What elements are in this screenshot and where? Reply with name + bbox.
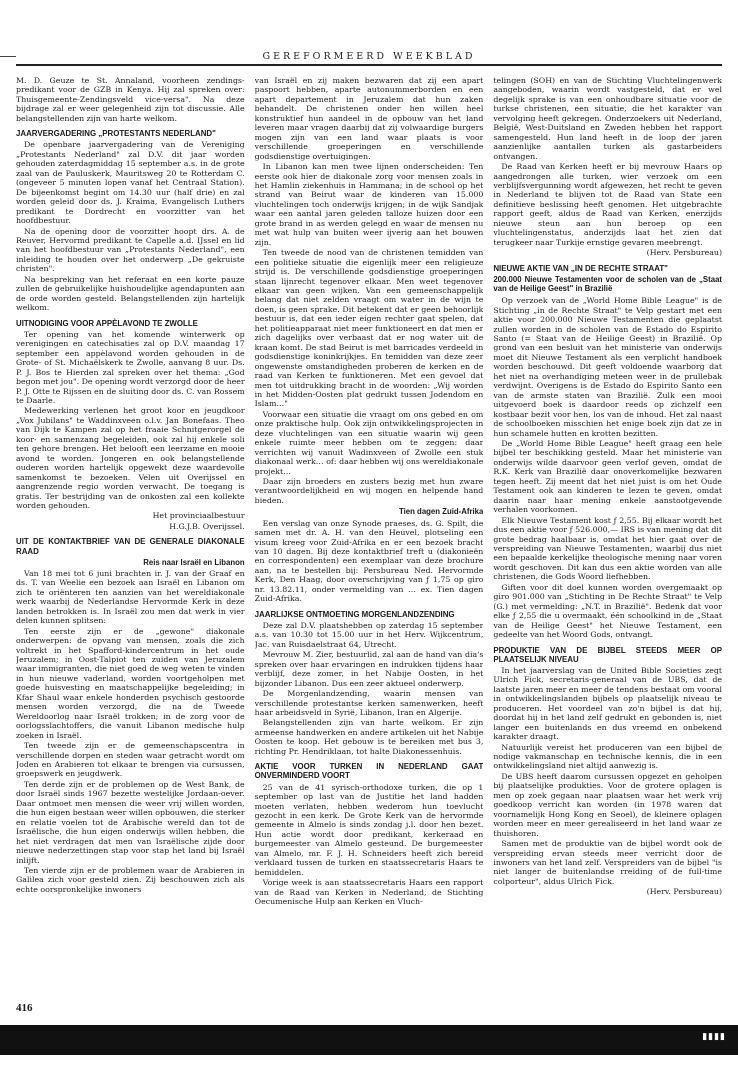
paragraph: In Libanon kan men twee lijnen onderscheiden: Ten eerste ook hier de diakonale zorg voor mensen zoals in het Hamlin ziekenhuis in Hammana; in de school op het strand van Beirut waar de kinderen van 15.000 vluchtelingen toch onderwijs krijgen; in de wijk Sandjak waar een aantal jaren geleden talloze huizen door een grote brand in as werden gelegd en waar de mensen nu met wat hulp van buiten weer ijverig aan het bouwen zijn. bbox=[254, 162, 484, 247]
paragraph: Samen met de produktie van de bijbel wordt ook de verspreiding ervan steeds meer verricht door de inwoners van het land zelf. Verspreiders van de bijbel "is niet langer de buitenlandse rreiding of de full-time colporteur", aldus Ulrich Fick. bbox=[493, 839, 723, 886]
column-3 bbox=[493, 76, 722, 1001]
paragraph: 25 van de 41 syrisch-orthodoxe turken, die op 1 september op last van de Justitie het land hadden moeten verlaten, hebben wederom hun toevlucht gezocht in een kerk. De Grote Kerk van de hervormde gemeente in Almelo is sinds zondag j.l. door hen bezet. Hun actie wordt door predikant, kerkeraad en burgemeester van Almelo gesteund. De burgemeester van Almelo, mr. F. J. H. Schneiders heeft zich bereid verklaard tussen de turken en staatssecretaris Haars te bemiddelen. bbox=[254, 782, 484, 877]
article-columns bbox=[16, 76, 722, 1001]
paragraph: Op verzoek van de „World Home Bible League" is de Stichting „in de Rechte Straat" te Velp gestart met een aktie voor 200.000 Nieuwe Testamenten die geplaatst zullen worden in de scholen van de Estado do Espirito Santo (= Staat van de Heilige Geest) in Brazilië. Op grond van een besluit van het ministerie van onderwijs moet dit Nieuwe Testament als een verplicht handboek worden beschouwd. Dit geeft voldoende waarborg dat het niet na overhandiging meteen weer in de prullebak verdwijnt. Overigens is de Estado do Espirito Santo een van de armste staten van Brazilië. Zulk een mooi uitgevoerd boek is daardoor reeds op zichzelf een kostbaar bezit voor hen, los van de inhoud. Het zal naast de schoolboeken misschien het enige boek zijn dat ze in hun schamele hutten en krotten bezitten. bbox=[493, 296, 723, 438]
scan-edge-bar bbox=[0, 1025, 738, 1055]
paragraph: Belangstellenden zijn van harte welkom. Er zijn armeense handwerken en andere artikelen uit het Nabije Oosten te koop. Het gebouw is te bereiken met bus 3, richting Pr. Hendriklaan, tot halte Diakonessenhuis. bbox=[254, 718, 484, 756]
paragraph: De „World Home Bible League" heeft graag een hele bijbel ter beschikking gesteld. Maar het ministerie van onderwijs wilde daarvoor geen verlof geven, omdat de R.K. Kerk van Brazilië daar onoverkomelijke bezwaren tegen heeft. Zij meent dat het niet juist is om het Oude Testament ook aan kinderen te lezen te geven, omdat daarin naar haar mening enkele aanstootgevende verhalen voorkomen. bbox=[493, 439, 723, 515]
paragraph: telingen (SOH) en van de Stichting Vluchtelingenwerk aangeboden, waarin wordt vastgesteld, dat er wel degelijk sprake is van een onhoudbare situatie voor de turkse christenen, een situatie, die het karakter van vervolging heeft gekregen. Onderzoekers uit Nederland, België, West-Duitsland en Zweden hebben het rapport samengesteld. Hun land heeft in de loop der jaren aanzienlijke aantallen turken als gastarbeiders ontvangen. bbox=[493, 76, 723, 161]
scan-edge-ticks: ▮▮▮▮ bbox=[702, 1032, 726, 1042]
section-heading: UITNODIGING VOOR APPÈLAVOND TE ZWOLLE bbox=[16, 318, 198, 328]
paragraph: Deze zal D.V. plaatshebben op zaterdag 15 september a.s. van 10.30 tot 15.00 uur in het Herv. Wijkcentrum, Jac. van Ruisdaelstraat 64, Utrecht. bbox=[254, 620, 484, 649]
signature-line: H.G.J.B. Overijssel. bbox=[169, 521, 245, 531]
paragraph: van Israël en zij maken bezwaren dat zij een apart paspoort hebben, aparte autonummerborden en een apart departement in Jeruzalem dat hun zaken behandelt. De christenen onder hen willen heel konstruktief hun aandeel in de opbouw van het land leveren maar vragen daarbij dat zij volwaardige burgers mogen zijn van een land waar plaats is voor verschillende groeperingen en verschillende godsdienstige overtuigingen. bbox=[254, 76, 484, 161]
section-heading: NIEUWE AKTIE VAN „IN DE RECHTE STRAAT" bbox=[493, 263, 668, 273]
paragraph: Natuurlijk vereist het produceren van een bijbel de nodige vakmanschap en technische kennis, die in een ontwikkelingsland niet altijd aanwezig is. bbox=[493, 742, 723, 771]
page-number: 416 bbox=[16, 1002, 33, 1014]
section-heading: UIT DE KONTAKTBRIEF VAN DE GENERALE DIAKONALE RAAD bbox=[16, 537, 245, 556]
section-subheading: 200.000 Nieuwe Testamenten voor de scholen van de „Staat van de Heilige Geest" in Brazilië bbox=[493, 274, 723, 294]
section-heading: JAARLIJKSE ONTMOETING MORGENLANDZENDING bbox=[254, 609, 455, 619]
paragraph: In het jaarverslag van de United Bible Societies zegt Ulrich Fick, secretaris-generaal van de UBS, dat de laatste jaren meer en meer de tendens bestaat om vooral in ontwikkelingslanden bijbels op plaatselijk niveau te produceren. Het voordeel van zo'n bijbel is dat hij, doordat hij in het land zelf gedrukt en gebonden is, niet langer een buitenlands en dus vreemd en onbekend karakter draagt. bbox=[493, 665, 723, 742]
paragraph: Medewerking verlenen het groot koor en jeugdkoor „Vox Jubilans" te Waddinxveen o.l.v. Jan Bonefaas. Theo van Dijk te Kampen zal op het fraaie Schnitgerorgel de koor- en samenzang begeleiden, ook zal hij enkele soli ten gehore brengen. Het belooft een leerzame en mooie avond te worden. Jongeren en ook belangstellende ouderen worden hartelijk opgewekt deze waardevolle samenkomst te bezoeken. Velen uit Overijssel en aangrenzende regio worden verwacht. De toegang is gratis. Ter bestrijding van de onkosten zal een kollekte worden gehouden. bbox=[16, 406, 245, 510]
column-2 bbox=[255, 76, 484, 1001]
section-heading: AKTIE VOOR TURKEN IN NEDERLAND GAAT ONVERMINDERD VOORT bbox=[254, 762, 484, 781]
paragraph: Na de opening door de voorzitter hoopt drs. A. de Reuver, Hervormd predikant te Capelle a.d. IJssel en lid van het hoofdbestuur van „Protestants Nederland", een inleiding te houden over het onderwerp „De gekruiste christen". bbox=[16, 226, 245, 274]
paragraph: De Raad van Kerken heeft er bij mevrouw Haars op aangedrongen alle turken, wier verzoek om een verblijfsvergunning wordt afgewezen, het recht te geven in Nederland te blijven tot de Raad van State een definitieve beslissing heeft genomen. Het uitgebrachte rapport geeft, aldus de Raad van Kerken, enerzijds nieuwe steun aan hun beroep op een vluchtelingenstatus, anderzijds laat het zien dat terugkeer naar Turkije ernstige gevaren meebrengt. bbox=[493, 162, 723, 247]
paragraph: Daar zijn broeders en zusters bezig met hun zware verantwoordelijkheid en wij mogen en helpende hand bieden. bbox=[254, 477, 484, 505]
paragraph: Mevrouw M. Zier, bestuurlid, zal aan de hand van dia's spreken over haar ervaringen en indrukken tijdens haar verblijf, deze zomer, in het Nabije Oosten, in het bijzonder Libanon. Dus een zeer aktueel onderwerp. bbox=[254, 650, 484, 688]
paragraph: Ten vierde zijn er de problemen waar de Arabieren in Galilea zich voor gesteld zien. Zij beschouwen zich als echte oorspronkelijke inwoners bbox=[16, 866, 245, 894]
source-credit: (Herv. Persbureau) bbox=[646, 248, 723, 258]
paragraph: Ten tweede de nood van de christenen temidden van een politieke situatie die eigenlijk meer een religieuze strijd is. De verschillende godsdienstige groeperingen staan lijnrecht tegenover elkaar. Men weet tegenover elkaar van geen wijken. Van een gemeenschappelijk belang dat niet zelden vraagt om water in de wijn te doen, is geen sprake. Dit betekent dat er geen behoorlijk bestuur is, dat een ieder eigen rechter gaat spelen, dat het politieapparaat niet meer funktioneert en dat men er zich dagelijks over verbaast dat er nog water uit de kraan komt. De stad Beirut is met barricades verdeeld in godsdienstige koninkrijkjes. En temidden van deze zeer ongewenste omstandigheden proberen de kerken en de raad van Kerken te funktioneren. Met een gevoel dat men tot uitdrukking bracht in de woorden: „Wij worden in het Midden-Oosten plat gedrukt tussen Jodendom en Islam…" bbox=[254, 248, 484, 409]
paragraph: De openbare jaarvergadering van de Vereniging „Protestants Nederland" zal D.V. dit jaar worden gehouden zaterdagmiddag 15 september a.s. in de grote zaal van de Pauluskerk, Mauritsweg 20 te Rotterdam C. (ongeveer 5 minuten lopen vanaf het Centraal Station). De bijeenkomst begint om 14.30 uur (half drie) en zal worden geleid door ds. J. Kraima, Evangelisch Luthers predikant te Dordrecht en voorzitter van het hoofdbestuur. bbox=[16, 140, 245, 226]
paragraph: M. D. Geuze te St. Annaland, voorheen zendings-predikant voor de GZB in Kenya. Hij zal spreken over: Thuisgemeente-Zendingsveld vice-versa". Na deze bijdrage zal er weer gelegenheid zijn tot discussie. Alle belangstellenden zijn van harte welkom. bbox=[16, 76, 245, 123]
paragraph: De Morgenlandzending, waarin mensen van verschillende protestantse kerken samenwerken, heeft haar arbeidsveld in Syrië, Libanon, Iran en Algerije. bbox=[254, 689, 484, 717]
signature-line: Het provinciaalbestuur bbox=[152, 511, 245, 521]
source-credit: (Herv. Persbureau) bbox=[646, 887, 723, 897]
section-subheading: Tien dagen Zuid-Afrika bbox=[399, 507, 484, 517]
paragraph: Elk Nieuwe Testament kost ƒ 2,55. Bij elkaar wordt het dus een aktie voor ƒ 526.000,— IRS is van mening dat dit grote bedrag haalbaar is, omdat het hier gaat over de verspreiding van Nieuwe Testamenten, waarbij dus niet een bepaalde kerkelijke theologische mening naar voren wordt geschoven. Dit kan dus een aktie worden van alle christenen, die Gods Woord liefhebben. bbox=[493, 515, 723, 582]
section-heading: PRODUKTIE VAN DE BIJBEL STEEDS MEER OP PLAATSELIJK NIVEAU bbox=[493, 645, 723, 664]
section-subheading: Reis naar Israël en Libanon bbox=[143, 557, 245, 567]
paragraph: Ten derde zijn er de problemen op de West Bank, de door Israël sinds 1967 bezette westelijke Jordaan-oever. Daar ontmoet men mensen die weer vrij willen worden, die hun eigen bestaan weer willen opbouwen, die sterker en relatie voelen tot de Arabische wereld dan tot de Israëlische, die hun eigen onderwijs willen hebben, die het niet verdragen dat men van Israëlische zijde door nieuwe nederzettingen stap voor stap het land bij Israël inlijft. bbox=[16, 779, 245, 865]
paragraph: Giften voor dit doel kunnen worden overgemaakt op giro 901.000 van „Stichting in De Rechte Straat" te Velp (G.) met vermelding: „N.T. in Brazilië". Bedenk dat voor elke ƒ 2,55 die u overmaakt, één schoolkind in de „Staat van de Heilige Geest" het Nieuwe Testament, een gedeelte van het Woord Gods, ontvangt. bbox=[493, 582, 723, 640]
paragraph: De UBS heeft daarom cursussen opgezet en geholpen bij plaatselijke produkties. Voor de grotere oplagen is men op zoek gegaan naar plaatsen waar het werk vrij goedkoop verricht kan worden (in 1978 waren dat voornamelijk Hong Kong en Seoel), de kleinere oplagen worden meer en meer gerealiseerd in het land waar ze thuishoren. bbox=[493, 771, 723, 838]
paragraph: Ter opening van het komende winterwerk op verenigingen en catechisaties zal op D.V. maandag 17 september een appèlavond worden gehouden in de Grote- of St. Michaëlskerk te Zwolle, aanvang 8 uur. Ds. P. J. Bos te Hierden zal spreken over het thema: „God begon met jou". De opening wordt verzorgd door de heer P. J. Otte te Rijssen en de sluiting door ds. C. van Rossem te Daarle. bbox=[16, 329, 245, 405]
masthead: GEREFORMEERD WEEKBLAD bbox=[262, 51, 476, 62]
column-1 bbox=[16, 76, 245, 1001]
paragraph: Na bespreking van het referaat en een korte pauze zullen de gebruikelijke huishoudelijke agendapunten aan de orde worden gesteld. Belangstellenden zijn hartelijk welkom. bbox=[16, 274, 245, 313]
paragraph: Ten eerste zijn er de „gewone" diakonale onderwerpen: de opvang van mensen, zoals die zich voltrekt in het Spafford-kindercentrum in het oude Jeruzalem; in Oost-Talpiot ten zuiden van Jeruzalem waar immigranten, die niet goed de weg weten te vinden in hun nieuwe vaderland, worden voortgeholpen met goede huisvesting en maatschappelijke begeleiding; in Kfar Shaul waar enkele honderden psychisch gestoorde mensen worden verzorgd, die na de Tweede Wereldoorlog naar Israël trokken; in de zorg voor de oorlogsslachtoffers, die vanuit Libanon medische hulp zoeken in Israël. bbox=[16, 626, 245, 740]
paragraph: Een verslag van onze Synode praeses, ds. G. Spilt, die samen met dr. A. H. van den Heuvel, plotseling een visum kreeg voor Zuid-Afrika en er een bezoek bracht van 10 dagen. Bij deze kontaktbrief treft u (diakonieën en correspondenten) een exemplaar van deze brochure aan, na te bestellen bij: Persbureau Ned. Hervormde Kerk, Den Haag, door overschrijving van ƒ 1,75 op giro nr. 13.82.11, onder vermelding van … ex. Tien dagen Zuid-Afrika. bbox=[254, 518, 484, 604]
paragraph: Voorwaar een situatie die vraagt om ons gebed en om onze praktische hulp. Ook zijn ontwikkelingsprojecten in deze vluchtelingen van een situatie waarin wij geen enkele ruimte meer hebben om te zeggen: daar verrichten wij vanuit Wadinxveen of Zwolle een stuk diakonaal werk… of: daar hebben wij ons wereldiakonale projekt… bbox=[254, 409, 484, 476]
section-heading: JAARVERGADERING „PROTESTANTS NEDERLAND" bbox=[16, 129, 216, 139]
paragraph: Ten tweede zijn er de gemeenschapscentra in verschillende dorpen en steden waar getracht wordt om Joden en Arabieren tot elkaar te brengen via cursussen, groepswerk en jeugdwerk. bbox=[16, 741, 245, 779]
paragraph: Vorige week is aan staatssecretaris Haars een rapport van de Raad van Kerken in Nederland, de Stichting Oecumenische Hulp aan Kerken en Vluch- bbox=[254, 878, 484, 907]
paragraph: Van 18 mei tot 6 juni brachten ir. J. van der Graaf en ds. T. van Weelie een bezoek aan Israël en Libanon om zich te oriënteren ten aanzien van het wereldiakonale werk waarbij de Nederlandse Hervormde Kerk in deze landen betrokken is. In Israël zou men dat werk in vier delen kunnen splitsen: bbox=[16, 568, 245, 626]
